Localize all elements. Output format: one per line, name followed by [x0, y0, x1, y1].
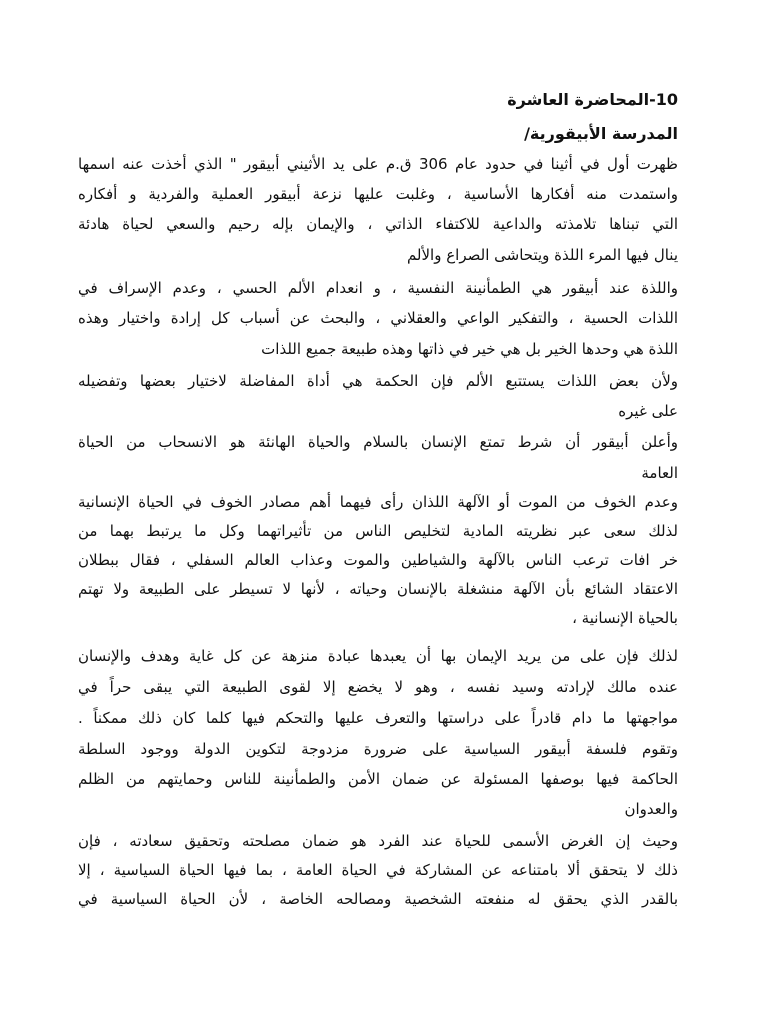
text-line: العامة	[641, 464, 678, 482]
text-line: وأعلن أبيقور أن شرط تمتع الإنسان بالسلام والحياة الهانئة هو الانسحاب من الحياة	[78, 433, 678, 451]
text-line: على غيره	[618, 402, 678, 420]
text-line: بالحياة الإنسانية ،	[572, 609, 678, 627]
text-line: واستمدت منه أفكارها الأساسية ، وغلبت عليها نزعة أبيقور العملية والفردية و أفكاره	[78, 185, 678, 203]
text-line: ولأن بعض اللذات يستتبع الألم فإن الحكمة هي أداة المفاضلة لاختيار بعضها وتفضيله	[78, 372, 678, 390]
text-line: الحاكمة فيها بوصفها المسئولة عن ضمان الأمن والطمأنينة للناس وحمايتهم من الظلم	[78, 770, 678, 788]
text-line: ذلك لا يتحقق ألا بامتناعه عن المشاركة في الحياة العامة ، بما فيها الحياة السياسية ، إلا	[78, 861, 678, 879]
text-line: خر افات ترعب الناس بالآلهة والشياطين والموت وعذاب العالم السفلي ، فقال ببطلان	[78, 551, 678, 569]
lecture-heading: 10-المحاضرة العاشرة	[507, 90, 678, 109]
text-line: ينال فيها المرء اللذة ويتحاشى الصراع والألم	[406, 246, 678, 264]
text-line: وعدم الخوف من الموت أو الآلهة اللذان رأى فيهما أهم مصادر الخوف في الحياة الإنسانية	[78, 493, 678, 511]
text-line: اللذة هي وحدها الخير بل هي خير في ذاتها وهذه طبيعة جميع اللذات	[261, 340, 678, 358]
text-line: ظهرت أول في أثينا في حدود عام 306 ق.م على يد الأثيني أبيقور " الذي أخذت عنه اسمها	[78, 155, 678, 173]
text-line: وحيث إن الغرض الأسمى للحياة عند الفرد هو ضمان مصلحته وتحقيق سعادته ، فإن	[78, 832, 678, 850]
text-line: اللذات الحسية ، والتفكير الواعي والعقلاني ، والبحث عن أسباب كل إرادة واختيار وهذه	[78, 309, 678, 327]
text-line: عنده مالك لإرادته وسيد نفسه ، وهو لا يخضع إلا لقوى الطبيعة التي يبقى حراً في	[78, 678, 678, 696]
text-line: لذلك سعى عبر نظريته المادية لتخليص الناس من تأثيراتهما وكل ما يرتبط بهما من	[78, 522, 678, 540]
text-line: واللذة عند أبيقور هي الطمأنينة النفسية ، و انعدام الألم الحسي ، وعدم الإسراف في	[78, 279, 678, 297]
text-line: الاعتقاد الشائع بأن الآلهة منشغلة بالإنسان وحياته ، لأنها لا تسيطر على الطبيعة ولا تهتم	[78, 580, 678, 598]
school-subheading: المدرسة الأبيقورية/	[524, 124, 678, 143]
text-line: والعدوان	[624, 800, 678, 818]
text-line: لذلك فإن على من يريد الإيمان بها أن يعبدها عبادة منزهة عن كل غاية وهدف والإنسان	[78, 647, 678, 665]
text-line: بالقدر الذي يحقق له منفعته الشخصية ومصالحه الخاصة ، لأن الحياة السياسية في	[78, 890, 678, 908]
text-line: مواجهتها ما دام قادراً على دراستها والتعرف عليها والتحكم فيها كلما كان ذلك ممكناً .	[78, 709, 678, 727]
text-line: التي تبناها تلامذته والداعية للاكتفاء الذاتي ، والإيمان بإله رحيم والسعي لحياة هادئة	[78, 215, 678, 233]
text-line: وتقوم فلسفة أبيقور السياسية على ضرورة مزدوجة لتكوين الدولة ووجود السلطة	[78, 740, 678, 758]
